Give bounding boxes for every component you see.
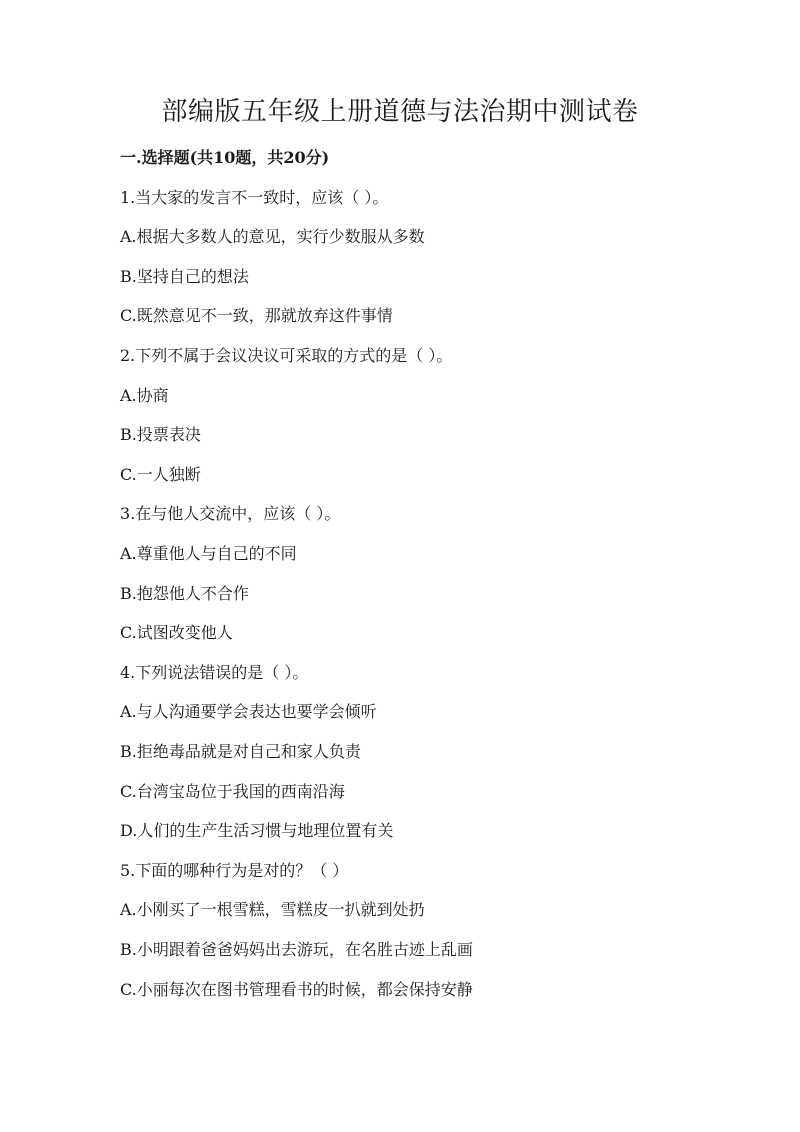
question-5-option-c: C.小丽每次在图书管理看书的时候，都会保持安静 xyxy=(120,980,473,999)
question-4-option-a: A.与人沟通要学会表达也要学会倾听 xyxy=(120,702,377,721)
question-3-option-a: A.尊重他人与自己的不同 xyxy=(120,544,297,563)
page-title: 部编版五年级上册道德与法治期中测试卷 xyxy=(161,97,639,127)
question-2-option-c: C.一人独断 xyxy=(120,465,201,484)
question-2-option-b: B.投票表决 xyxy=(120,425,201,444)
question-1-stem: 1.当大家的发言不一致时，应该（ ）。 xyxy=(120,188,389,207)
question-5-option-a: A.小刚买了一根雪糕，雪糕皮一扒就到处扔 xyxy=(120,900,425,919)
question-4-option-d: D.人们的生产生活习惯与地理位置有关 xyxy=(120,821,394,840)
question-4-stem: 4.下列说法错误的是（ ）。 xyxy=(120,663,309,682)
question-4-option-c: C.台湾宝岛位于我国的西南沿海 xyxy=(120,782,345,801)
question-5-option-b: B.小明跟着爸爸妈妈出去游玩，在名胜古迹上乱画 xyxy=(120,940,473,959)
question-2-option-a: A.协商 xyxy=(120,386,169,405)
question-3-stem: 3.在与他人交流中，应该（ ）。 xyxy=(120,504,341,523)
question-3-option-b: B.抱怨他人不合作 xyxy=(120,584,249,603)
question-5-stem: 5.下面的哪种行为是对的？（ ） xyxy=(120,861,349,880)
question-1-option-c: C.既然意见不一致，那就放弃这件事情 xyxy=(120,306,393,325)
question-1-option-a: A.根据大多数人的意见，实行少数服从多数 xyxy=(120,227,425,246)
question-1-option-b: B.坚持自己的想法 xyxy=(120,267,249,286)
question-4-option-b: B.拒绝毒品就是对自己和家人负责 xyxy=(120,742,361,761)
question-2-stem: 2.下列不属于会议决议可采取的方式的是（ ）。 xyxy=(120,346,453,365)
question-3-option-c: C.试图改变他人 xyxy=(120,623,233,642)
section-heading: 一.选择题(共10题，共20分) xyxy=(120,148,330,167)
